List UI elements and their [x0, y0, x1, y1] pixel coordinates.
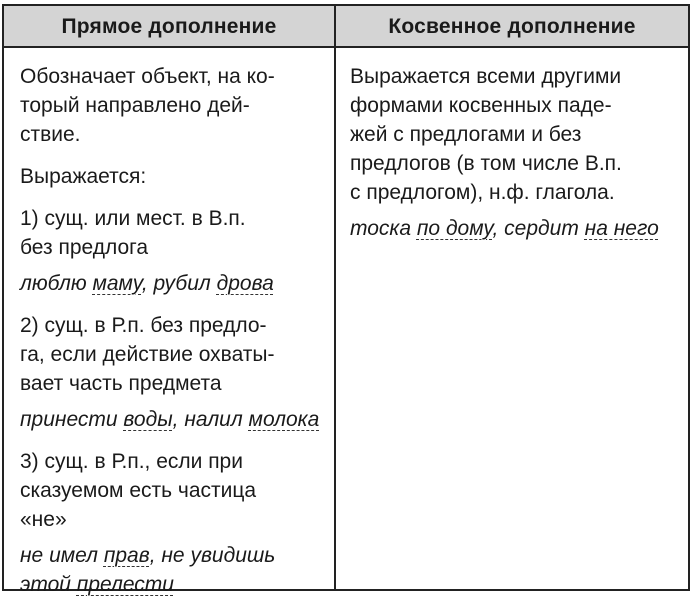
underlined-word: прелести — [76, 573, 174, 596]
example-text: не имел — [20, 544, 104, 567]
direct-case-2: 2) сущ. в Р.п. без предло- га, если действие охваты- вает часть предмета — [20, 314, 275, 395]
table-header — [4, 6, 688, 48]
column-divider — [334, 6, 336, 589]
underlined-word: маму — [92, 272, 142, 295]
example-text: , рубил — [141, 272, 217, 295]
underlined-word: на него — [584, 217, 659, 240]
underlined-word: прав — [103, 544, 150, 567]
indirect-example — [350, 214, 680, 243]
example-text: , сердит — [492, 217, 585, 240]
header-indirect-object: Косвенное дополнение — [388, 15, 636, 38]
header-direct-object: Прямое дополнение — [61, 15, 277, 38]
indirect-object-cell — [350, 50, 680, 243]
example-text: принести — [20, 408, 124, 431]
example-text: , не увидишь этой — [20, 544, 276, 596]
direct-expressed-label: Выражается: — [20, 165, 147, 188]
direct-case-3: 3) сущ. в Р.п., если при сказуемом есть частица «не» — [20, 450, 257, 531]
direct-case-1: 1) сущ. или мест. в В.п. без предлога — [20, 207, 246, 259]
direct-example-2 — [20, 405, 325, 434]
underlined-word: воды — [123, 408, 173, 431]
example-text: , налил — [172, 408, 249, 431]
direct-object-cell — [20, 50, 325, 599]
underlined-word: по дому — [416, 217, 493, 240]
direct-example-3 — [20, 541, 325, 599]
direct-example-1 — [20, 269, 325, 298]
comparison-table — [2, 4, 690, 596]
underlined-word: дрова — [216, 272, 274, 295]
indirect-definition: Выражается всеми другими формами косвенных паде- жей с предлогами и без предлогов (в том числе В.п. с предлогом), н.ф. глагола. — [350, 65, 622, 204]
direct-definition: Обозначает объект, на ко- торый направлено дей- ствие. — [20, 65, 275, 146]
underlined-word: молока — [248, 408, 320, 431]
example-text: люблю — [20, 272, 93, 295]
example-text: тоска — [350, 217, 417, 240]
